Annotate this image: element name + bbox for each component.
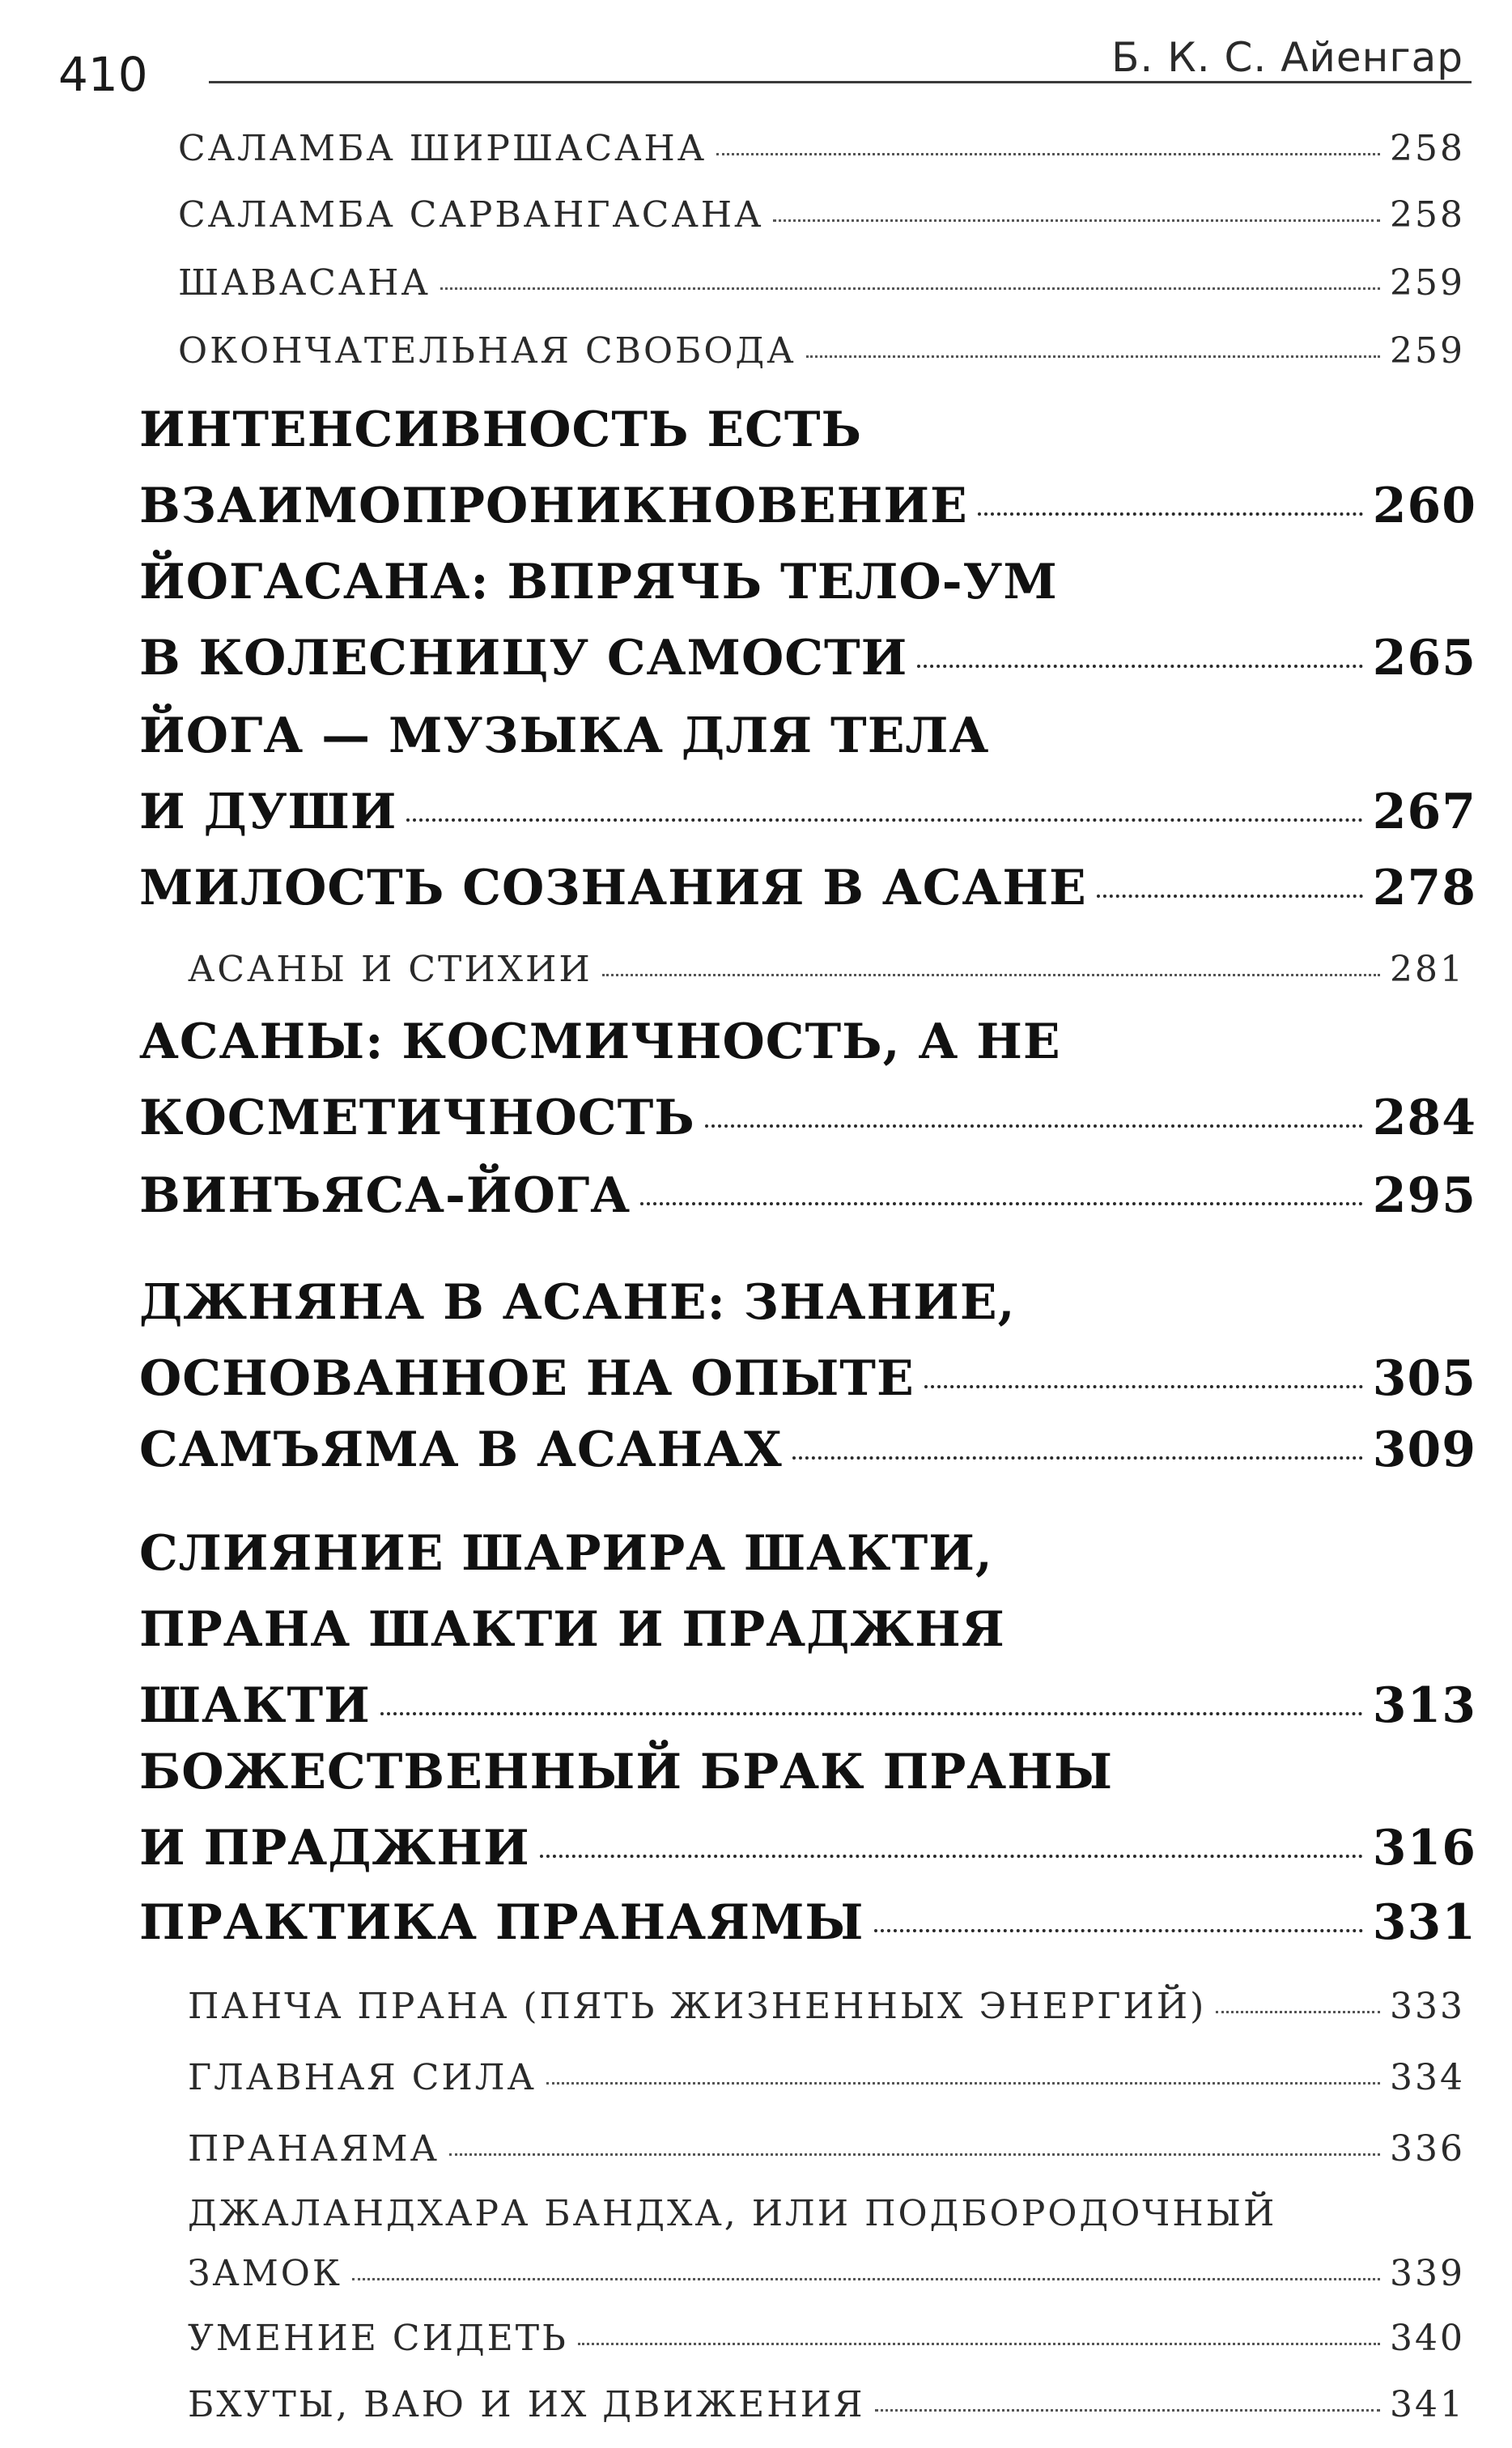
toc-chapter — [139, 1734, 1476, 1886]
toc-entry-page: 258 — [1390, 194, 1465, 236]
toc-chapter — [139, 1885, 1476, 1961]
toc-entry — [188, 1977, 1465, 2037]
toc-entry-page: 340 — [1390, 2318, 1465, 2359]
toc-entry-title: АСАНЫ И СТИХИИ — [188, 949, 592, 990]
toc-chapter — [139, 392, 1476, 544]
dot-leader — [440, 287, 1380, 290]
toc-chapter-title-line: ЙОГАСАНА: ВПРЯЧЬ ТЕЛО-УМ — [139, 554, 1058, 610]
toc-chapter-title-line: ПРАНА ШАКТИ И ПРАДЖНЯ — [139, 1601, 1005, 1658]
toc-chapter-page: 305 — [1372, 1350, 1476, 1407]
toc-entry-title: ПАНЧА ПРАНА (ПЯТЬ ЖИЗНЕННЫХ ЭНЕРГИЙ) — [188, 1986, 1207, 2027]
toc-entry — [188, 2309, 1465, 2369]
dot-leader — [705, 1124, 1363, 1128]
dot-leader — [640, 1202, 1363, 1205]
toc-entry-page: 281 — [1390, 949, 1465, 990]
dot-leader — [1216, 2011, 1380, 2013]
toc-chapter-page: 278 — [1372, 860, 1476, 916]
toc-entry — [178, 194, 1465, 236]
toc-chapter-page: 260 — [1372, 478, 1476, 534]
toc-entry-page: 334 — [1390, 2057, 1465, 2098]
dot-leader — [924, 1385, 1363, 1388]
toc-entry-page: 258 — [1390, 128, 1465, 169]
toc-chapter — [139, 1412, 1476, 1488]
toc-entry — [188, 2119, 1465, 2179]
toc-entry-title-line: ЗАМОК — [188, 2253, 342, 2294]
toc-entry-title: ПРАНАЯМА — [188, 2128, 440, 2170]
toc-chapter-title-line: И ДУШИ — [139, 784, 397, 840]
dot-leader — [792, 1456, 1363, 1460]
toc-entry — [188, 2048, 1465, 2108]
toc-entry — [188, 949, 1465, 990]
toc-chapter — [139, 850, 1476, 926]
toc-chapter-title-line: ЙОГА — МУЗЫКА ДЛЯ ТЕЛА — [139, 708, 990, 764]
toc-chapter-title-line: ШАКТИ — [139, 1677, 371, 1734]
toc-chapter-page: 295 — [1372, 1167, 1476, 1224]
toc-entry-title: УМЕНИЕ СИДЕТЬ — [188, 2318, 568, 2359]
toc-chapter-title-line: МИЛОСТЬ СОЗНАНИЯ В АСАНЕ — [139, 860, 1087, 916]
toc-chapter-page: 331 — [1372, 1894, 1476, 1951]
dot-leader — [875, 2409, 1380, 2412]
toc-chapter-title-line: ОСНОВАННОЕ НА ОПЫТЕ — [139, 1350, 915, 1407]
dot-leader — [602, 974, 1380, 976]
toc-chapter-page: 316 — [1372, 1820, 1476, 1876]
toc-entry-page: 259 — [1390, 330, 1465, 372]
toc-chapter — [139, 1004, 1476, 1156]
toc-entry — [178, 128, 1465, 169]
toc-entry-title: БХУТЫ, ВАЮ И ИХ ДВИЖЕНИЯ — [188, 2384, 865, 2425]
dot-leader — [978, 512, 1363, 516]
header-rule — [209, 81, 1472, 83]
toc-chapter-title-line: ПРАКТИКА ПРАНАЯМЫ — [139, 1894, 864, 1951]
toc-chapter — [139, 544, 1476, 696]
dot-leader — [806, 355, 1380, 358]
toc-entry-page: 339 — [1390, 2253, 1465, 2294]
toc-entry-page: 333 — [1390, 1986, 1465, 2027]
dot-leader — [917, 665, 1362, 668]
dot-leader — [449, 2153, 1380, 2156]
toc-chapter-page: 284 — [1372, 1090, 1476, 1146]
toc-entry-title: ШАВАСАНА — [178, 262, 431, 304]
dot-leader — [540, 1855, 1363, 1858]
dot-leader — [380, 1712, 1363, 1715]
toc-entry-title: САЛАМБА ШИРШАСАНА — [178, 128, 707, 169]
page-number: 410 — [58, 47, 148, 102]
toc-entry-page: 341 — [1390, 2384, 1465, 2425]
toc-entry — [178, 262, 1465, 304]
toc-chapter — [139, 698, 1476, 850]
toc-chapter-page: 267 — [1372, 784, 1476, 840]
toc-chapter-title-line: В КОЛЕСНИЦУ САМОСТИ — [139, 630, 908, 686]
toc-chapter-title-line: САМЪЯМА В АСАНАХ — [139, 1422, 783, 1478]
toc-chapter — [139, 1515, 1476, 1744]
toc-chapter-title-line: АСАНЫ: КОСМИЧНОСТЬ, А НЕ — [139, 1014, 1061, 1070]
toc-entry-title: САЛАМБА САРВАНГАСАНА — [178, 194, 764, 236]
toc-chapter-title-line: И ПРАДЖНИ — [139, 1820, 530, 1876]
toc-entry-title: ГЛАВНАЯ СИЛА — [188, 2057, 537, 2098]
toc-entry — [188, 2375, 1465, 2435]
toc-entry-title: ОКОНЧАТЕЛЬНАЯ СВОБОДА — [178, 330, 796, 372]
toc-chapter-title-line: ДЖНЯНА В АСАНЕ: ЗНАНИЕ, — [139, 1274, 1016, 1331]
toc-entry-page: 259 — [1390, 262, 1465, 304]
toc-chapter-title-line: БОЖЕСТВЕННЫЙ БРАК ПРАНЫ — [139, 1744, 1114, 1800]
toc-entry-page: 336 — [1390, 2128, 1465, 2170]
dot-leader — [578, 2343, 1380, 2345]
toc-chapter-title-line: ВЗАИМОПРОНИКНОВЕНИЕ — [139, 478, 968, 534]
dot-leader — [716, 153, 1380, 155]
dot-leader — [406, 818, 1362, 822]
toc-chapter — [139, 1264, 1476, 1417]
toc-chapter-title-line: ИНТЕНСИВНОСТЬ ЕСТЬ — [139, 402, 863, 458]
dot-leader — [546, 2082, 1380, 2085]
toc-chapter-title-line: СЛИЯНИЕ ШАРИРА ШАКТИ, — [139, 1525, 993, 1582]
toc-chapter-title-line: ВИНЪЯСА-ЙОГА — [139, 1167, 631, 1224]
running-head: Б. К. С. Айенгар — [1111, 34, 1463, 81]
toc-chapter-page: 313 — [1372, 1677, 1476, 1734]
toc-chapter — [139, 1158, 1476, 1234]
toc-entry — [178, 330, 1465, 372]
dot-leader — [352, 2278, 1380, 2280]
toc-entry-title-line: ДЖАЛАНДХАРА БАНДХА, ИЛИ ПОДБОРОДОЧНЫЙ — [188, 2193, 1277, 2234]
dot-leader — [874, 1929, 1363, 1932]
dot-leader — [1097, 895, 1363, 898]
toc-chapter-title-line: КОСМЕТИЧНОСТЬ — [139, 1090, 695, 1146]
dot-leader — [773, 219, 1380, 222]
toc-chapter-page: 309 — [1372, 1422, 1476, 1478]
toc-chapter-page: 265 — [1372, 630, 1476, 686]
toc-entry — [188, 2184, 1465, 2304]
